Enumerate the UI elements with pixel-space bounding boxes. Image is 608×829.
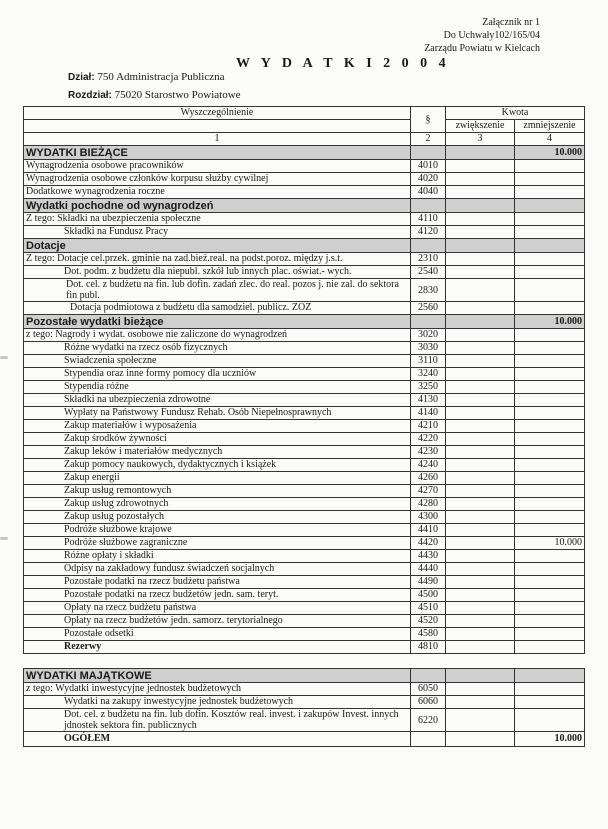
scan-mark	[0, 356, 8, 359]
row-description: Różne wydatki na rzecz osób fizycznych	[24, 342, 411, 355]
row-decrease	[515, 433, 585, 446]
row-decrease	[515, 368, 585, 381]
row-description: Pozostałe podatki na rzecz budżetu państwa	[24, 576, 411, 589]
row-decrease	[515, 524, 585, 537]
row-description: Opłaty na rzecz budżetów jedn. samorz. terytorialnego	[24, 615, 411, 628]
row-decrease	[515, 381, 585, 394]
row-paragraph: 4130	[411, 394, 446, 407]
rozdzial-label: Rozdział:	[68, 90, 112, 101]
column-number-4: 4	[515, 133, 585, 146]
row-increase	[446, 342, 515, 355]
row-decrease	[515, 186, 585, 199]
row-description: Zakup środków żywności	[24, 433, 411, 446]
row-description: Pozostałe wydatki bieżące	[24, 315, 411, 329]
row-paragraph: 4280	[411, 498, 446, 511]
row-decrease	[515, 615, 585, 628]
row-description: Świadczenia społeczne	[24, 355, 411, 368]
row-increase	[446, 315, 515, 329]
total-row	[24, 732, 585, 747]
row-increase	[446, 266, 515, 279]
row-increase	[446, 576, 515, 589]
table-numbering-row	[24, 133, 585, 146]
row-decrease	[515, 683, 585, 696]
row-paragraph: 4510	[411, 602, 446, 615]
row-description: Zakup usług zdrowotnych	[24, 498, 411, 511]
row-description: OGÓŁEM	[24, 732, 411, 747]
table-header-row	[24, 120, 585, 133]
row-description: Wynagrodzenia osobowe członków korpusu służby cywilnej	[24, 173, 411, 186]
row-description: Zakup usług remontowych	[24, 485, 411, 498]
expenses-table	[23, 106, 585, 747]
row-paragraph: 2560	[411, 302, 446, 315]
row-paragraph: 4230	[411, 446, 446, 459]
row-increase	[446, 563, 515, 576]
table-row	[24, 485, 585, 498]
row-description: Rezerwy	[24, 641, 411, 654]
row-increase	[446, 696, 515, 709]
row-description: Z tego: Składki na ubezpieczenia społeczne	[24, 213, 411, 226]
row-increase	[446, 732, 515, 747]
row-increase	[446, 550, 515, 563]
row-decrease	[515, 226, 585, 239]
row-description: Wypłaty na Państwowy Fundusz Rehab. Osób Niepełnosprawnych	[24, 407, 411, 420]
row-decrease	[515, 589, 585, 602]
table-row	[24, 683, 585, 696]
table-row	[24, 329, 585, 342]
attachment-line-3: Zarządu Powiatu w Kielcach	[424, 43, 540, 54]
row-paragraph: 4020	[411, 173, 446, 186]
row-increase	[446, 213, 515, 226]
scan-mark	[0, 537, 8, 540]
row-description	[24, 654, 411, 669]
row-description: Różne opłaty i składki	[24, 550, 411, 563]
row-paragraph	[411, 732, 446, 747]
row-increase	[446, 394, 515, 407]
row-paragraph: 4040	[411, 186, 446, 199]
row-decrease	[515, 160, 585, 173]
header-increase: zwiększenie	[446, 120, 515, 133]
row-paragraph: 4410	[411, 524, 446, 537]
row-increase	[446, 498, 515, 511]
row-description: WYDATKI MAJĄTKOWE	[24, 669, 411, 683]
table-row	[24, 628, 585, 641]
row-decrease	[515, 602, 585, 615]
section-row	[24, 315, 585, 329]
row-paragraph: 2830	[411, 279, 446, 302]
row-decrease	[515, 563, 585, 576]
row-increase	[446, 420, 515, 433]
row-paragraph: 4120	[411, 226, 446, 239]
row-description: Pozostałe odsetki	[24, 628, 411, 641]
table-row	[24, 641, 585, 654]
section-row	[24, 239, 585, 253]
row-increase	[446, 524, 515, 537]
row-description: Z tego: Dotacje cel.przek. gminie na zad.bież.real. na podst.poroz. między j.s.t.	[24, 253, 411, 266]
row-description: Opłaty na rzecz budżetu państwa	[24, 602, 411, 615]
row-description: Zakup leków i materiałów medycznych	[24, 446, 411, 459]
row-description: Dotacje	[24, 239, 411, 253]
row-increase	[446, 628, 515, 641]
row-increase	[446, 641, 515, 654]
row-increase	[446, 368, 515, 381]
row-paragraph: 3030	[411, 342, 446, 355]
row-decrease	[515, 511, 585, 524]
table-row	[24, 654, 585, 669]
row-increase	[446, 407, 515, 420]
attachment-line-2: Do Uchwały102/165/04	[443, 30, 540, 41]
table-row	[24, 226, 585, 239]
row-paragraph: 4490	[411, 576, 446, 589]
row-decrease	[515, 654, 585, 669]
table-row	[24, 696, 585, 709]
row-paragraph	[411, 199, 446, 213]
row-paragraph: 4420	[411, 537, 446, 550]
table-row	[24, 342, 585, 355]
row-paragraph: 4300	[411, 511, 446, 524]
header-description: Wyszczególnienie	[24, 107, 411, 120]
table-row	[24, 537, 585, 550]
row-decrease	[515, 173, 585, 186]
table-row	[24, 355, 585, 368]
row-description: Stypendia różne	[24, 381, 411, 394]
header-decrease: zmniejszenie	[515, 120, 585, 133]
row-paragraph	[411, 315, 446, 329]
table-row	[24, 381, 585, 394]
row-decrease	[515, 485, 585, 498]
row-decrease	[515, 472, 585, 485]
row-increase	[446, 226, 515, 239]
table-row	[24, 407, 585, 420]
row-increase	[446, 511, 515, 524]
row-decrease	[515, 628, 585, 641]
attachment-line-1: Załącznik nr 1	[482, 17, 540, 28]
row-increase	[446, 683, 515, 696]
table-row	[24, 302, 585, 315]
table-row	[24, 602, 585, 615]
row-increase	[446, 485, 515, 498]
column-number-3: 3	[446, 133, 515, 146]
section-row	[24, 146, 585, 160]
row-decrease	[515, 576, 585, 589]
row-decrease	[515, 239, 585, 253]
row-decrease	[515, 641, 585, 654]
section-row	[24, 669, 585, 683]
table-row	[24, 173, 585, 186]
row-paragraph: 4440	[411, 563, 446, 576]
table-header-row	[24, 107, 585, 120]
table-row	[24, 589, 585, 602]
row-paragraph	[411, 239, 446, 253]
row-increase	[446, 615, 515, 628]
row-description: z tego: Wydatki inwestycyjne jednostek budżetowych	[24, 683, 411, 696]
row-increase	[446, 253, 515, 266]
table-row	[24, 213, 585, 226]
row-decrease	[515, 709, 585, 732]
document-title: W Y D A T K I 2 0 0 4	[236, 56, 450, 71]
row-description: Składki na Fundusz Pracy	[24, 226, 411, 239]
table-row	[24, 266, 585, 279]
row-increase	[446, 355, 515, 368]
row-description: Zakup energii	[24, 472, 411, 485]
section-row	[24, 199, 585, 213]
row-description: Dodatkowe wynagrodzenia roczne	[24, 186, 411, 199]
row-paragraph: 4210	[411, 420, 446, 433]
row-increase	[446, 669, 515, 683]
row-decrease	[515, 669, 585, 683]
row-paragraph: 4270	[411, 485, 446, 498]
row-description: WYDATKI BIEŻĄCE	[24, 146, 411, 160]
row-paragraph: 4520	[411, 615, 446, 628]
row-paragraph: 6060	[411, 696, 446, 709]
table-body	[24, 146, 585, 747]
column-number-1: 1	[24, 133, 411, 146]
table-row	[24, 394, 585, 407]
row-paragraph: 3110	[411, 355, 446, 368]
row-decrease	[515, 550, 585, 563]
row-paragraph: 3250	[411, 381, 446, 394]
row-description: Pozostałe podatki na rzecz budżetów jedn. sam. teryt.	[24, 589, 411, 602]
row-increase	[446, 602, 515, 615]
row-decrease	[515, 329, 585, 342]
row-increase	[446, 381, 515, 394]
row-decrease	[515, 199, 585, 213]
header-amount: Kwota	[446, 107, 585, 120]
row-decrease	[515, 302, 585, 315]
table-row	[24, 511, 585, 524]
row-increase	[446, 589, 515, 602]
row-description: Stypendia oraz inne formy pomocy dla uczniów	[24, 368, 411, 381]
row-paragraph: 6050	[411, 683, 446, 696]
row-increase	[446, 186, 515, 199]
row-paragraph	[411, 654, 446, 669]
row-description: Zakup pomocy naukowych, dydaktycznych i książek	[24, 459, 411, 472]
row-decrease	[515, 279, 585, 302]
row-paragraph: 4110	[411, 213, 446, 226]
row-paragraph	[411, 146, 446, 160]
table-row	[24, 615, 585, 628]
row-description: Dot. cel. z budżetu na fin. lub dofin. zadań zlec. do real. pozos j. nie zal. do sektora fin publ.	[24, 279, 411, 302]
row-decrease	[515, 459, 585, 472]
row-paragraph: 3240	[411, 368, 446, 381]
table-row	[24, 279, 585, 302]
row-paragraph: 4220	[411, 433, 446, 446]
row-description: Zakup materiałów i wyposażenia	[24, 420, 411, 433]
table-row	[24, 420, 585, 433]
row-description: Odpisy na zakładowy fundusz świadczeń socjalnych	[24, 563, 411, 576]
row-description: z tego: Nagrody i wydat. osobowe nie zaliczone do wynagrodzeń	[24, 329, 411, 342]
row-decrease: 10.000	[515, 537, 585, 550]
table-row	[24, 368, 585, 381]
row-paragraph: 4260	[411, 472, 446, 485]
attachment-note	[424, 16, 540, 55]
row-increase	[446, 239, 515, 253]
table-row	[24, 446, 585, 459]
table-row	[24, 709, 585, 732]
row-description: Wydatki na zakupy inwestycyjne jednostek budżetowych	[24, 696, 411, 709]
table-row	[24, 186, 585, 199]
row-description: Wydatki pochodne od wynagrodzeń	[24, 199, 411, 213]
row-paragraph: 4810	[411, 641, 446, 654]
row-increase	[446, 459, 515, 472]
row-paragraph: 6220	[411, 709, 446, 732]
row-paragraph: 4500	[411, 589, 446, 602]
table-row	[24, 498, 585, 511]
table-row	[24, 459, 585, 472]
table-row	[24, 576, 585, 589]
row-description: Dot. cel. z budżetu na fin. lub dofin. Kosztów real. invest. i zakupów Invest. innych jdnostek sektora fin. publicznych	[24, 709, 411, 732]
row-paragraph	[411, 669, 446, 683]
row-decrease	[515, 420, 585, 433]
row-increase	[446, 302, 515, 315]
row-decrease	[515, 355, 585, 368]
table-row	[24, 433, 585, 446]
row-decrease	[515, 213, 585, 226]
row-decrease	[515, 266, 585, 279]
table-row	[24, 472, 585, 485]
dzial-label: Dział:	[68, 72, 95, 83]
row-paragraph: 4240	[411, 459, 446, 472]
row-paragraph: 4140	[411, 407, 446, 420]
table-row	[24, 253, 585, 266]
row-decrease	[515, 446, 585, 459]
row-decrease	[515, 407, 585, 420]
row-description: Dot. podm. z budżetu dla niepubl. szkół lub innych plac. oświat.- wych.	[24, 266, 411, 279]
row-increase	[446, 433, 515, 446]
row-paragraph: 4430	[411, 550, 446, 563]
row-description: Dotacja podmiotowa z budżetu dla samodziel. publicz. ZOZ	[24, 302, 411, 315]
row-increase	[446, 279, 515, 302]
row-increase	[446, 199, 515, 213]
row-decrease: 10.000	[515, 146, 585, 160]
row-decrease: 10.000	[515, 732, 585, 747]
row-description: Składki na ubezpieczenia zdrowotne	[24, 394, 411, 407]
row-increase	[446, 146, 515, 160]
row-paragraph: 2310	[411, 253, 446, 266]
row-increase	[446, 173, 515, 186]
dzial-line	[68, 71, 225, 83]
row-increase	[446, 654, 515, 669]
row-paragraph: 3020	[411, 329, 446, 342]
table-row	[24, 160, 585, 173]
row-description: Zakup usług pozostałych	[24, 511, 411, 524]
row-paragraph: 2540	[411, 266, 446, 279]
table-row	[24, 563, 585, 576]
column-number-2: 2	[411, 133, 446, 146]
rozdzial-value: 75020 Starostwo Powiatowe	[114, 89, 241, 101]
row-increase	[446, 446, 515, 459]
row-description: Wynagrodzenia osobowe pracowników	[24, 160, 411, 173]
row-increase	[446, 537, 515, 550]
header-empty	[24, 120, 411, 133]
row-decrease	[515, 394, 585, 407]
row-description: Podróże służbowe zagraniczne	[24, 537, 411, 550]
row-increase	[446, 160, 515, 173]
row-decrease	[515, 342, 585, 355]
table-row	[24, 550, 585, 563]
table-row	[24, 524, 585, 537]
row-decrease	[515, 253, 585, 266]
row-increase	[446, 329, 515, 342]
dzial-value: 750 Administracja Publiczna	[97, 71, 225, 83]
row-paragraph: 4010	[411, 160, 446, 173]
row-decrease	[515, 498, 585, 511]
row-increase	[446, 709, 515, 732]
row-paragraph: 4580	[411, 628, 446, 641]
row-increase	[446, 472, 515, 485]
row-description: Podróże służbowe krajowe	[24, 524, 411, 537]
row-decrease	[515, 696, 585, 709]
row-decrease: 10.000	[515, 315, 585, 329]
header-paragraph: §	[411, 107, 446, 133]
rozdzial-line	[68, 89, 241, 101]
